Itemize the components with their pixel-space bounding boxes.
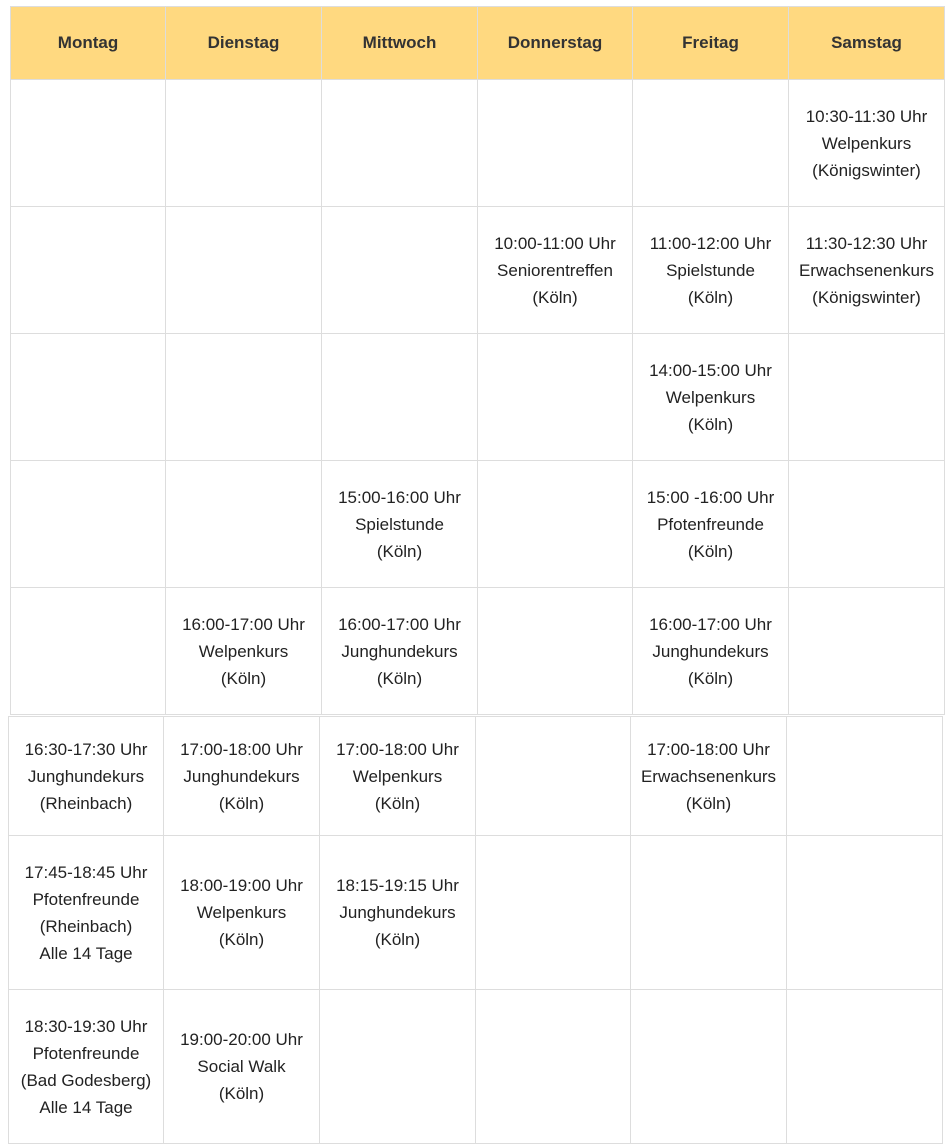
slot-course: Erwachsenenkurs bbox=[798, 260, 935, 280]
schedule-body-upper bbox=[11, 80, 945, 715]
empty-slot bbox=[11, 588, 166, 715]
slot-course: Spielstunde bbox=[355, 514, 444, 534]
slot-course: Pfotenfreunde bbox=[657, 514, 764, 534]
empty-slot bbox=[322, 207, 478, 334]
slot-course: Seniorentreffen bbox=[497, 260, 613, 280]
slot-time: 18:00-19:00 Uhr bbox=[180, 876, 303, 895]
slot-location: (Köln) bbox=[687, 668, 734, 688]
class-slot-mittwoch bbox=[320, 717, 476, 836]
class-slot-dienstag bbox=[166, 588, 322, 715]
class-slot-mittwoch bbox=[322, 461, 478, 588]
slot-time: 14:00-15:00 Uhr bbox=[649, 360, 772, 380]
empty-slot bbox=[478, 461, 633, 588]
empty-slot bbox=[476, 836, 631, 990]
empty-slot bbox=[631, 836, 787, 990]
empty-slot bbox=[787, 836, 943, 990]
empty-slot bbox=[322, 80, 478, 207]
slot-course: Spielstunde bbox=[666, 260, 755, 280]
class-slot-freitag bbox=[633, 588, 789, 715]
slot-location: (Rheinbach) bbox=[39, 793, 133, 813]
slot-course: Welpenkurs bbox=[665, 387, 756, 407]
empty-slot bbox=[11, 461, 166, 588]
slot-time: 17:00-18:00 Uhr bbox=[647, 739, 770, 759]
table-row bbox=[9, 836, 943, 990]
empty-slot bbox=[166, 80, 322, 207]
header-mittwoch: Mittwoch bbox=[322, 7, 478, 80]
slot-time: 16:00-17:00 Uhr bbox=[649, 614, 772, 634]
empty-slot bbox=[166, 207, 322, 334]
header-donnerstag: Donnerstag bbox=[478, 7, 633, 80]
slot-course: Pfotenfreunde bbox=[32, 1043, 140, 1063]
class-slot-freitag bbox=[631, 717, 787, 836]
slot-time: 15:00 -16:00 Uhr bbox=[646, 487, 775, 507]
empty-slot bbox=[320, 990, 476, 1144]
slot-location: (Königswinter) bbox=[812, 287, 921, 307]
empty-slot bbox=[787, 990, 943, 1144]
empty-slot bbox=[166, 461, 322, 588]
class-slot-montag bbox=[9, 990, 164, 1144]
empty-slot bbox=[478, 588, 633, 715]
class-slot-montag bbox=[9, 836, 164, 990]
schedule-table-upper bbox=[10, 6, 945, 715]
slot-course: Erwachsenenkurs bbox=[640, 766, 777, 786]
empty-slot bbox=[789, 461, 945, 588]
empty-slot bbox=[478, 334, 633, 461]
slot-location: (Köln) bbox=[685, 793, 732, 813]
class-slot-dienstag bbox=[164, 990, 320, 1144]
class-slot-mittwoch bbox=[320, 836, 476, 990]
header-montag: Montag bbox=[11, 7, 166, 80]
empty-slot bbox=[166, 334, 322, 461]
class-slot-donnerstag bbox=[478, 207, 633, 334]
header-dienstag: Dienstag bbox=[166, 7, 322, 80]
slot-location: (Köln) bbox=[687, 414, 734, 434]
slot-location: (Köln) bbox=[687, 541, 734, 561]
slot-location: (Bad Godesberg) bbox=[20, 1070, 152, 1090]
empty-slot bbox=[322, 334, 478, 461]
slot-time: 19:00-20:00 Uhr bbox=[180, 1030, 303, 1049]
empty-slot bbox=[787, 717, 943, 836]
slot-location: (Rheinbach) bbox=[39, 916, 133, 936]
slot-time: 11:30-12:30 Uhr bbox=[805, 233, 928, 253]
class-slot-montag bbox=[9, 717, 164, 836]
table-row bbox=[11, 80, 945, 207]
slot-location: (Köln) bbox=[532, 287, 578, 307]
empty-slot bbox=[11, 334, 166, 461]
class-slot-dienstag bbox=[164, 836, 320, 990]
slot-location: (Köln) bbox=[374, 793, 421, 813]
slot-location: (Köln) bbox=[218, 930, 265, 949]
slot-course: Junghundekurs bbox=[341, 641, 458, 661]
slot-course: Welpenkurs bbox=[821, 133, 912, 153]
slot-course: Welpenkurs bbox=[198, 641, 289, 661]
slot-time: 16:00-17:00 Uhr bbox=[338, 614, 461, 634]
slot-time: 18:15-19:15 Uhr bbox=[336, 876, 459, 895]
slot-location: (Köln) bbox=[376, 668, 423, 688]
empty-slot bbox=[476, 990, 631, 1144]
weekday-header-row bbox=[11, 7, 945, 80]
slot-time: 10:30-11:30 Uhr bbox=[805, 106, 928, 126]
class-slot-dienstag bbox=[164, 717, 320, 836]
schedule-table-lower bbox=[8, 716, 943, 1144]
slot-time: 11:00-12:00 Uhr bbox=[649, 233, 772, 253]
slot-time: 15:00-16:00 Uhr bbox=[338, 487, 461, 507]
slot-note: Alle 14 Tage bbox=[39, 1097, 133, 1117]
table-row bbox=[11, 588, 945, 715]
class-slot-freitag bbox=[633, 461, 789, 588]
schedule-body-lower bbox=[9, 717, 943, 1144]
slot-time: 18:30-19:30 Uhr bbox=[24, 1016, 148, 1036]
slot-course: Pfotenfreunde bbox=[32, 889, 140, 909]
table-row bbox=[9, 717, 943, 836]
slot-time: 17:00-18:00 Uhr bbox=[336, 739, 459, 759]
empty-slot bbox=[11, 80, 166, 207]
table-row bbox=[9, 990, 943, 1144]
class-slot-samstag bbox=[789, 207, 945, 334]
slot-course: Junghundekurs bbox=[652, 641, 769, 661]
header-freitag: Freitag bbox=[633, 7, 789, 80]
empty-slot bbox=[631, 990, 787, 1144]
slot-location: (Köln) bbox=[220, 668, 267, 688]
slot-time: 16:30-17:30 Uhr bbox=[24, 739, 148, 759]
slot-course: Junghundekurs bbox=[183, 766, 300, 786]
slot-course: Junghundekurs bbox=[27, 766, 145, 786]
slot-course: Welpenkurs bbox=[196, 903, 287, 922]
slot-note: Alle 14 Tage bbox=[39, 943, 133, 963]
slot-location: (Königswinter) bbox=[812, 160, 921, 180]
slot-location: (Köln) bbox=[218, 793, 265, 813]
table-row bbox=[11, 334, 945, 461]
class-slot-freitag bbox=[633, 334, 789, 461]
slot-time: 17:00-18:00 Uhr bbox=[180, 739, 303, 759]
class-slot-freitag bbox=[633, 207, 789, 334]
slot-time: 17:45-18:45 Uhr bbox=[24, 862, 148, 882]
empty-slot bbox=[633, 80, 789, 207]
slot-course: Welpenkurs bbox=[352, 766, 443, 786]
table-row bbox=[11, 207, 945, 334]
empty-slot bbox=[11, 207, 166, 334]
empty-slot bbox=[789, 334, 945, 461]
class-slot-mittwoch bbox=[322, 588, 478, 715]
class-slot-samstag bbox=[789, 80, 945, 207]
slot-course: Social Walk bbox=[197, 1057, 286, 1076]
empty-slot bbox=[476, 717, 631, 836]
slot-location: (Köln) bbox=[687, 287, 734, 307]
header-samstag: Samstag bbox=[789, 7, 945, 80]
slot-location: (Köln) bbox=[376, 541, 423, 561]
table-row bbox=[11, 461, 945, 588]
slot-time: 16:00-17:00 Uhr bbox=[182, 614, 305, 634]
slot-time: 10:00-11:00 Uhr bbox=[494, 233, 616, 253]
slot-course: Junghundekurs bbox=[339, 903, 456, 922]
empty-slot bbox=[478, 80, 633, 207]
slot-location: (Köln) bbox=[218, 1084, 265, 1103]
empty-slot bbox=[789, 588, 945, 715]
slot-location: (Köln) bbox=[374, 930, 421, 949]
